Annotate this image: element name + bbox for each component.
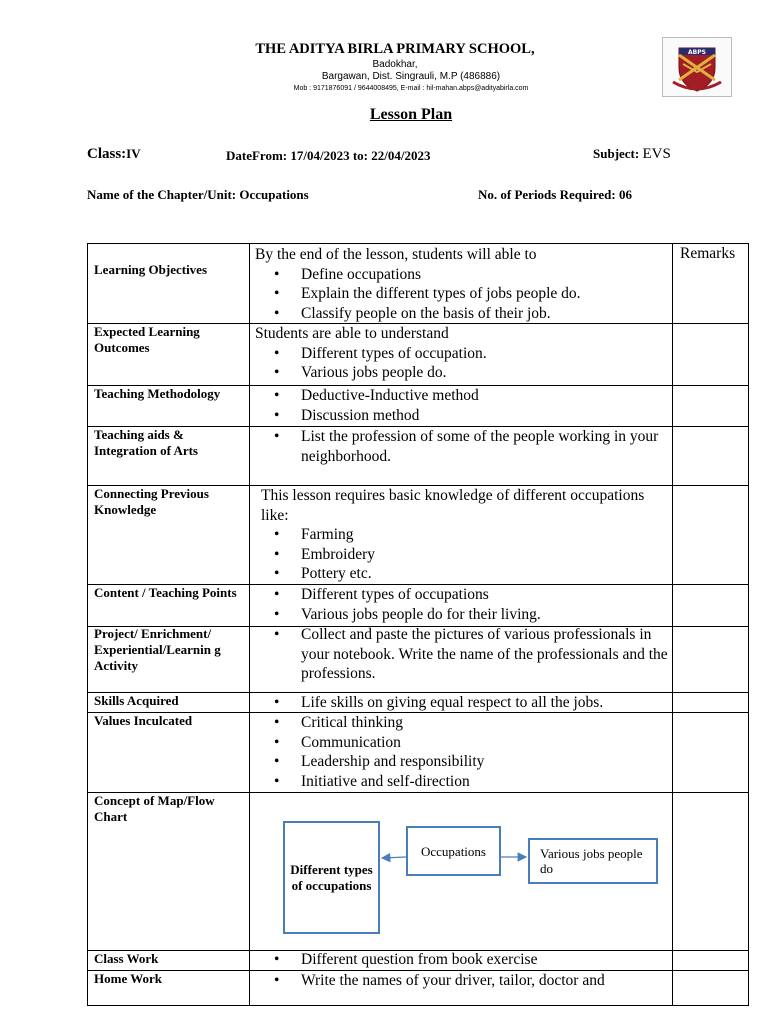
class-field — [87, 146, 141, 163]
arrow-to-types — [382, 857, 406, 858]
row-content-teaching-aids — [255, 427, 675, 466]
row-intro: By the end of the lesson, students will able to — [255, 246, 537, 263]
list-item: • Classify people on the basis of their job. — [301, 304, 675, 324]
subject-field — [593, 146, 671, 163]
row-content-skills-acquired — [255, 693, 675, 713]
address-line-2: Bargawan, Dist. Singrauli, M.P (486886) — [321, 71, 501, 82]
row-label-skills-acquired: Skills Acquired — [94, 693, 179, 708]
flow-box-types — [283, 821, 380, 934]
class-label: Class: — [87, 146, 127, 162]
row-content-project-activity — [255, 625, 675, 684]
list-item: • Different types of occupation. — [301, 344, 675, 364]
row-content-values-inculcated — [255, 713, 675, 791]
subject-value: EVS — [642, 146, 671, 162]
flow-box-jobs-text: Various jobs people do — [540, 846, 643, 876]
list-item: • Critical thinking — [301, 713, 675, 733]
address-line-1: Badokhar, — [372, 59, 418, 70]
list-item: • Write the names of your driver, tailor, doctor and — [301, 971, 675, 991]
date-range: DateFrom: 17/04/2023 to: 22/04/2023 — [226, 148, 431, 163]
chapter-field — [87, 187, 309, 203]
row-label-teaching-methodology: Teaching Methodology — [94, 386, 221, 401]
chapter-label: Name of the Chapter/Unit — [87, 187, 232, 202]
subject-label: Subject: — [593, 146, 640, 161]
column-divider — [249, 244, 250, 1005]
contact-line: Mob : 9171876091 / 9644008495, E-mail : hil-mahan.abps@adityabirla.com — [293, 85, 529, 92]
row-content-home-work — [255, 971, 675, 991]
list-item: • Deductive-Inductive method — [301, 386, 675, 406]
chapter-value: : Occupations — [231, 187, 309, 202]
row-content-class-work — [255, 950, 675, 970]
school-name: THE ADITYA BIRLA PRIMARY SCHOOL, — [255, 41, 535, 57]
list-item: • Pottery etc. — [301, 564, 675, 584]
svg-text:ABPS: ABPS — [688, 49, 706, 56]
row-label-class-work: Class Work — [94, 951, 159, 966]
row-label-home-work: Home Work — [94, 971, 163, 986]
list-item: • Different question from book exercise — [301, 950, 675, 970]
list-item: • Discussion method — [301, 406, 675, 426]
school-logo — [662, 37, 732, 97]
list-item: • Life skills on giving equal respect to all the jobs. — [301, 693, 675, 713]
list-item: • Initiative and self-direction — [301, 772, 675, 792]
list-item: • Explain the different types of jobs people do. — [301, 284, 675, 304]
row-label-values-inculcated: Values Inculcated — [94, 713, 193, 728]
row-content-expected-outcomes — [255, 324, 675, 383]
remarks-header: Remarks — [680, 245, 736, 262]
row-content-teaching-methodology — [255, 386, 675, 425]
list-item: • Communication — [301, 733, 675, 753]
page-title: Lesson Plan — [369, 106, 453, 123]
list-item: • List the profession of some of the people working in your neighborhood. — [301, 427, 675, 466]
row-intro: Students are able to understand — [255, 325, 449, 342]
row-label-learning-objectives: Learning Objectives — [94, 262, 208, 277]
row-label-expected-outcomes: Expected Learning Outcomes — [94, 324, 200, 355]
periods-field: No. of Periods Required: 06 — [478, 187, 632, 202]
row-content-learning-objectives — [255, 245, 675, 323]
list-item: • Leadership and responsibility — [301, 752, 675, 772]
row-label-previous-knowledge: Connecting Previous Knowledge — [94, 486, 209, 517]
list-item: • Farming — [301, 525, 675, 545]
class-value: IV — [126, 146, 141, 161]
row-label-content-points: Content / Teaching Points — [94, 585, 237, 600]
flow-box-types-text: Different types of occupations — [290, 861, 373, 893]
flow-box-jobs — [528, 838, 658, 884]
row-label-project-activity: Project/ Enrichment/ Experiential/Learnin g Activity — [94, 626, 221, 673]
lesson-table — [87, 243, 749, 1006]
list-item: • Embroidery — [301, 545, 675, 565]
list-item: • Define occupations — [301, 265, 675, 285]
row-content-previous-knowledge — [255, 486, 675, 584]
list-item: • Collect and paste the pictures of various professionals in your notebook. Write the name of the professionals and the professions. — [301, 625, 675, 684]
row-label-flow-chart: Concept of Map/Flow Chart — [94, 793, 215, 824]
row-label-teaching-aids: Teaching aids & Integration of Arts — [94, 427, 198, 458]
row-content-content-points — [255, 585, 675, 624]
list-item: • Various jobs people do for their living. — [301, 605, 675, 625]
list-item: • Different types of occupations — [301, 585, 675, 605]
flow-box-occupations-text: Occupations — [421, 844, 486, 859]
list-item: • Various jobs people do. — [301, 363, 675, 383]
row-intro: This lesson requires basic knowledge of different occupations like: — [261, 487, 645, 524]
flow-box-occupations — [406, 826, 501, 876]
